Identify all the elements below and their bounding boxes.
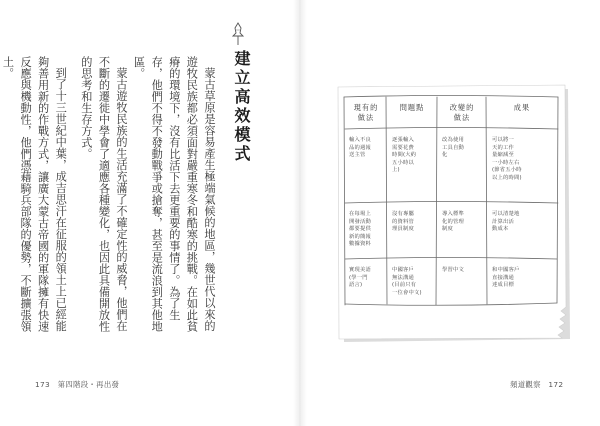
- page-gutter: [293, 0, 307, 426]
- row2-change: 導入標準 化的管理 制度: [442, 211, 464, 233]
- right-page-number: 172: [548, 380, 564, 389]
- header-current-practice: 現有的 做法: [353, 103, 379, 122]
- header-result: 成果: [513, 103, 531, 112]
- header-problem: 問題點: [399, 103, 425, 112]
- row2-problem: 沒有專屬 的資料管 理員制度: [392, 211, 414, 233]
- row1-result: 可以將一 天的工作 量縮減至 一小時左右 (節省五小時 以上的時間): [492, 137, 522, 181]
- paragraph-2: 蒙古遊牧民族的生活充滿了不確定性的威脅，他們在不斷的遷徙中學會了適應各種變化，也因此具備開放性的思考和生存方式。: [79, 56, 129, 332]
- left-running-title: 第四階段・再出發: [57, 380, 120, 389]
- left-page-body: [1, 56, 218, 334]
- section-heading: 建立高效模式: [232, 50, 251, 164]
- row3-result: 和中國客戶 直接溝通 達成目標: [492, 267, 520, 289]
- right-folio: [510, 379, 568, 390]
- paragraph-3: 到了十三世紀中葉，成吉思汗在征服的領土上已經能夠善用新的作戰方式，讓廣大蒙古帝國的軍隊擁有快速反應與機動性，他們憑藉騎兵部隊的優勢，不斷擴張領土。: [1, 56, 68, 332]
- paragraph-1: 蒙古草原是容易產生極端氣候的地區，幾世代以來的遊牧民族都必須面對嚴重寒冬和酷寒的挑戰。在如此貧瘠的環境下，沒有比活下去更重要的事情了。為了生存，他們不得不發動戰爭或搶奪，甚至是流浪到其他地區。: [132, 56, 216, 332]
- row1-problem: 逐張輸入 需要花費 時間(大約 五小時以 上): [392, 137, 417, 174]
- row2-current: 在每場上 開發活動 都要提供 新的簡報 數據資料: [349, 211, 371, 248]
- row3-current: 實現美語 (學一門 語言): [349, 267, 371, 289]
- row1-current: 輸入不良 品的週報 送主管: [349, 137, 371, 159]
- row2-result: 可以清楚地 計算出活 動成本: [492, 211, 520, 233]
- row1-change: 改為使用 工具自動 化: [442, 137, 464, 159]
- left-folio: [30, 379, 119, 390]
- right-running-title: 頻道觀察: [510, 380, 541, 389]
- pushpin-icon: [231, 22, 245, 46]
- header-changed-practice: 改變的 做法: [449, 103, 475, 122]
- row3-change: 學習中文: [442, 267, 464, 273]
- left-page-number: 173: [35, 380, 51, 389]
- row3-problem: 中國客戶 無法溝通 (目前只有 一位會中文): [392, 267, 422, 296]
- notepad-figure: [336, 85, 572, 345]
